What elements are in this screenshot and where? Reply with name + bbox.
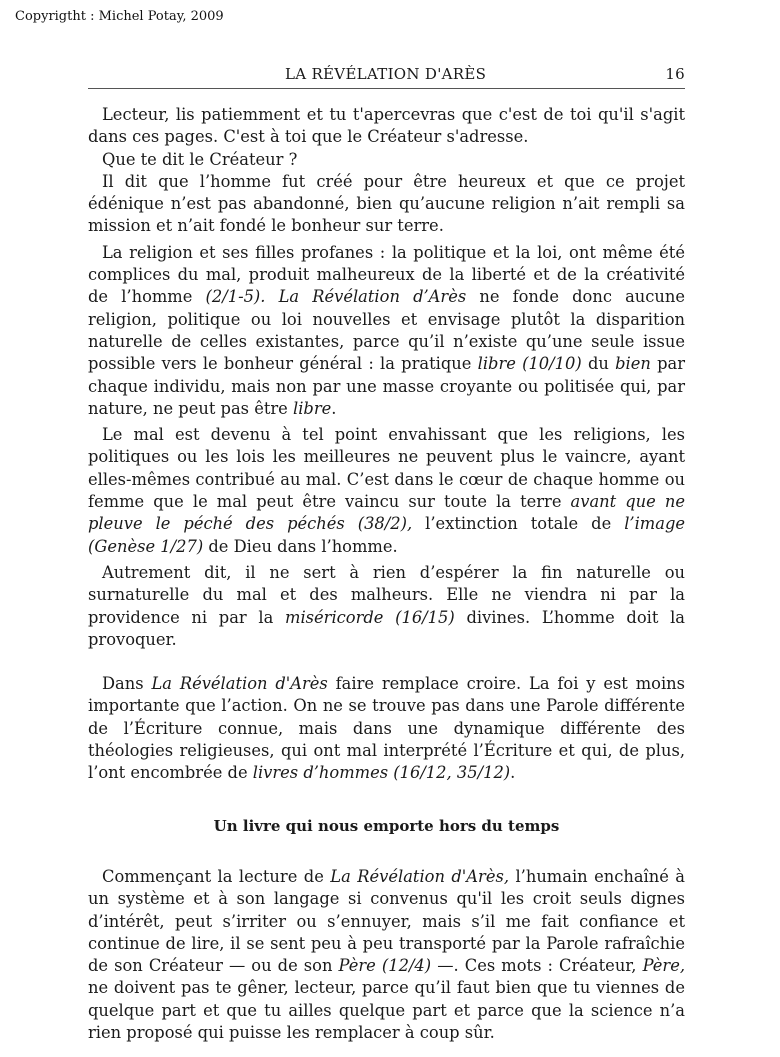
paragraph: La religion et ses filles profanes : la politique et la loi, ont même été complices du mal, produit malheureux de la liberté et de la créativité de l’homme (2/1-5). La Révélation d’Arès ne fonde donc aucune religion, politique ou loi nouvelles et envisage plutôt la disparition naturelle de celles existantes, parce qu’il n’existe qu’une seule issue possible vers le bonheur général : la pratique libre (10/10) du bien par chaque individu, mais non par une masse croyante ou politisée qui, par nature, ne peut pas être libre.: [88, 242, 685, 418]
section-heading: Un livre qui nous emporte hors du temps: [213, 816, 560, 835]
page-body: [88, 104, 685, 1044]
paragraph: Le mal est devenu à tel point envahissant que les religions, les politiques ou les lois les meilleures ne peuvent plus le vaincre, ayant elles-mêmes contribué au mal. C’est dans le cœur de chaque homme ou femme que le mal peut être vaincu sur toute la terre avant que ne pleuve le péché des péchés (38/2), l’extinction totale de l’image (Genèse 1/27) de Dieu dans l’homme.: [88, 425, 685, 556]
paragraph: Autrement dit, il ne sert à rien d’espérer la fin naturelle ou surnaturelle du mal et des malheurs. Elle ne viendra ni par la providence ni par la miséricorde (16/15) divines. L’homme doit la provoquer.: [88, 562, 685, 649]
copyright-notice: Copyrigtht : Michel Potay, 2009: [15, 9, 224, 24]
book-title: LA RÉVÉLATION D'ARÈS: [285, 65, 487, 83]
paragraph: Il dit que l’homme fut créé pour être heureux et que ce projet édénique n’est pas abandonné, bien qu’aucune religion n’ait rempli sa mission et n’ait fondé le bonheur sur terre.: [88, 171, 685, 236]
paragraph: Que te dit le Créateur ?: [102, 149, 298, 169]
header-rule: [88, 88, 685, 89]
paragraph: Lecteur, lis patiemment et tu t'apercevras que c'est de toi qu'il s'agit dans ces pages. C'est à toi que le Créateur s'adresse.: [88, 105, 685, 147]
paragraph: Commençant la lecture de La Révélation d'Arès, l’humain enchaîné à un système et à son langage si convenus qu'il les croit seuls dignes d’intérêt, peut s’irriter ou s’ennuyer, mais s’il me fait confiance et continue de lire, il se sent peu à peu transporté par la Parole rafraîchie de son Créateur — ou de son Père (12/4) —. Ces mots : Créateur, Père, ne doivent pas te gêner, lecteur, parce qu’il faut bien que tu viennes de quelque part et que tu ailles quelque part et parce que la science n’a rien proposé qui puisse les remplacer à coup sûr.: [88, 866, 686, 1042]
paragraph: Dans La Révélation d'Arès faire remplace croire. La foi y est moins importante que l’action. On ne se trouve pas dans une Parole différente de l’Écriture connue, mais dans une dynamique différente des théologies religieuses, qui ont mal interprété l’Écriture et qui, de plus, l’ont encombrée de livres d’hommes (16/12, 35/12).: [88, 674, 685, 783]
page-number: 16: [665, 65, 685, 83]
